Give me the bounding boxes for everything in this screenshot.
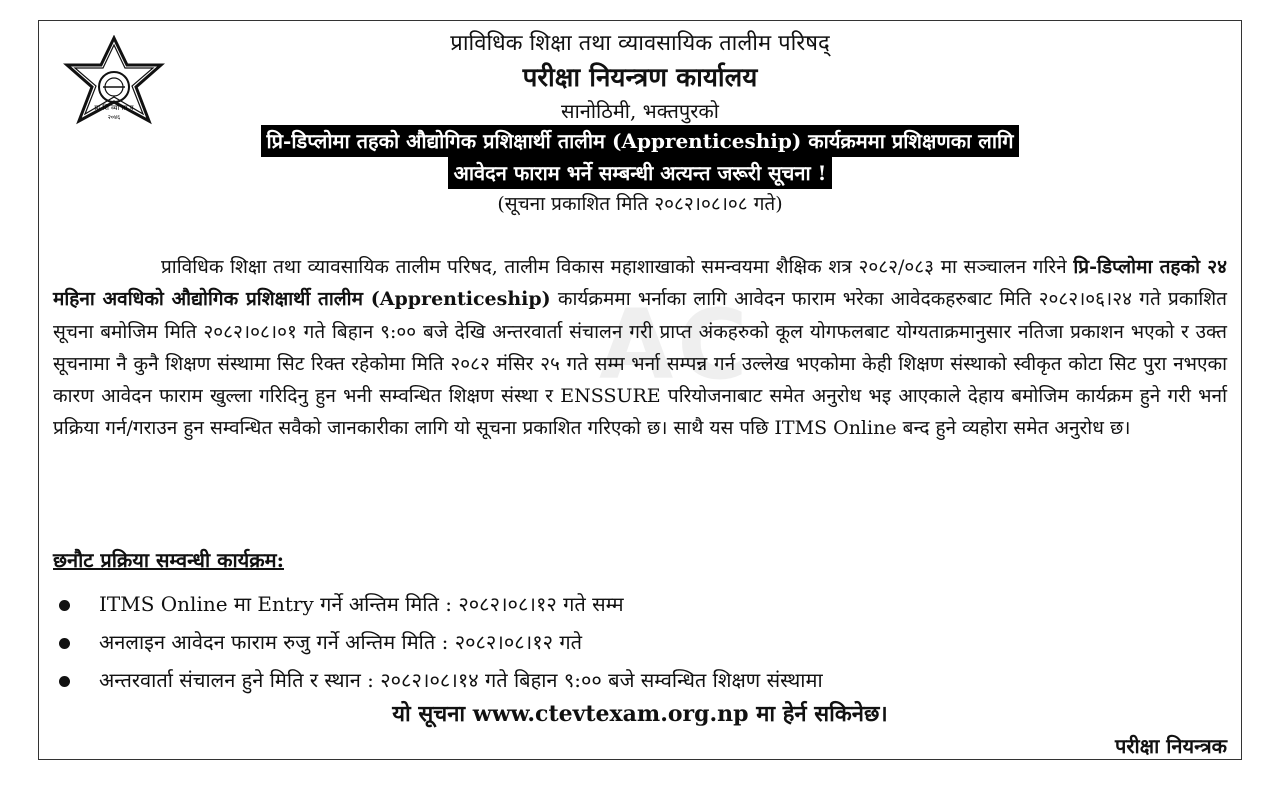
watermark: AC <box>599 289 752 401</box>
schedule-heading: छनौट प्रक्रिया सम्वन्धी कार्यक्रम: <box>53 548 284 572</box>
list-item <box>53 585 823 623</box>
list-item <box>53 623 823 661</box>
bullet-icon <box>59 600 70 611</box>
notice-header <box>39 29 1241 219</box>
bullet-icon <box>59 676 70 687</box>
logo-seal-text: प्रा शि व्या ता प <box>94 104 134 112</box>
body-bold-program: प्रि-डिप्लोमा तहको २४ महिना अवधिको औद्योगिक प्रशिक्षार्थी तालीम (Apprenticeship) <box>53 256 1228 311</box>
body-part1: प्राविधिक शिक्षा तथा व्यावसायिक तालीम परिषद, तालीम विकास महाशाखाको समन्वयमा शैक्षिक शत्र २०८२/०८३ मा सञ्चालन गरिने <box>161 256 1074 278</box>
list-item <box>53 661 823 699</box>
logo-seal-year: २०४६ <box>107 114 121 121</box>
notice-document <box>38 20 1242 760</box>
body-part2: कार्यक्रममा भर्नाका लागि आवेदन फाराम भरेका आवेदकहरुबाट मिति २०८२।०६।२४ गते प्रकाशित सूचना बमोजिम मिति २०८२।०८।०१ गते बिहान ९:०० बजे देखि अन्तरवार्ता संचालन गरी प्राप्त अंकहरुको कूल योगफलबाट योग्यताक्रमानुसार नतिजा प्रकाशन भएको र उक्त सूचनामा नै कुनै शिक्षण संस्थामा सिट रिक्त रहेकोमा मिति २०८२ मंसिर २५ गते सम्म भर्ना सम्पन्न गर्न उल्लेख भएकोमा केही शिक्षण संस्थाको स्वीकृत कोटा सिट पुरा नभएका कारण आवेदन फाराम खुल्ला गरिदिनु हुन भनी सम्वन्धित शिक्षण संस्था र ENSSURE परियोजनाबाट समेत अनुरोध भइ आएकाले देहाय बमोजिम कार्यक्रम हुने गरी भर्ना प्रक्रिया गर्न/गराउन हुन सम्वन्धित सवैको जानकारीका लागि यो सूचना प्रकाशित गरिएको छ। साथै यस पछि ITMS Online बन्द हुने व्यहोरा समेत अनुरोध छ। <box>53 288 1227 440</box>
schedule-list <box>53 585 823 699</box>
schedule-item-text: अनलाइन आवेदन फाराम रुजु गर्ने अन्तिम मिति : २०८२।०८।१२ गते <box>99 630 583 654</box>
notice-title-line1: प्रि-डिप्लोमा तहको औद्योगिक प्रशिक्षार्थी तालीम (Apprenticeship) कार्यक्रममा प्रशिक्षणका लागि <box>261 125 1020 157</box>
office-name: परीक्षा नियन्त्रण कार्यालय <box>522 63 758 93</box>
organization-name: प्राविधिक शिक्षा तथा व्यावसायिक तालीम परिषद् <box>450 31 830 56</box>
office-location: सानोठिमी, भक्तपुरको <box>561 99 719 123</box>
schedule-item-text: अन्तरवार्ता संचालन हुने मिति र स्थान : २०८२।०८।१४ गते बिहान ९:०० बजे सम्वन्धित शिक्षण संस्थामा <box>99 668 823 692</box>
notice-body <box>53 251 1227 445</box>
notice-title-line2: आवेदन फाराम भर्ने सम्बन्धी अत्यन्त जरूरी सूचना ! <box>448 157 833 189</box>
published-date: (सूचना प्रकाशित मिति २०८२।०८।०८ गते) <box>497 193 783 215</box>
signature: परीक्षा नियन्त्रक <box>1115 734 1227 758</box>
bullet-icon <box>59 638 70 649</box>
schedule-item-text: ITMS Online मा Entry गर्ने अन्तिम मिति : २०८२।०८।१२ गते सम्म <box>99 592 624 616</box>
website-note: यो सूचना www.ctevtexam.org.np मा हेर्न सकिनेछ। <box>392 701 888 727</box>
